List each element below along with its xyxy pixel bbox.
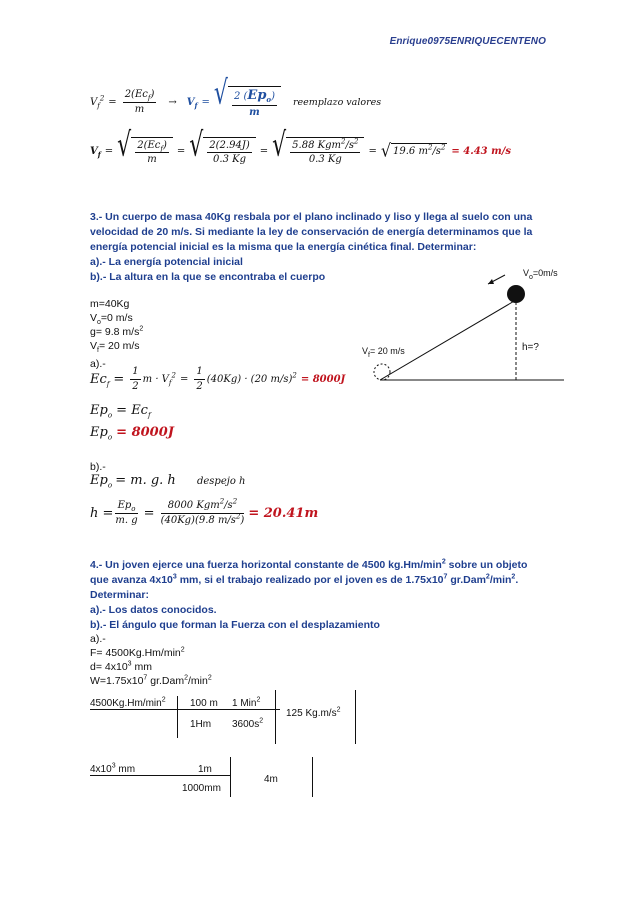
- part-b-label: b).-: [90, 461, 106, 473]
- problem-3-statement: 3.- Un cuerpo de masa 40Kg resbala por el plano inclinado y liso y llega al suelo con una velocidad de 20 m/s. Si mediante la ley de conservación de energía determinamos que la energía potencial inicial es la misma que la energía cinética final. Determinar: a).- La energía potencial inicial b).- La altura en la que se encontraba el cuerpo: [90, 211, 533, 283]
- height-label: h=?: [522, 342, 539, 353]
- vf-squared-symbol: $V_f^2$: [90, 94, 105, 110]
- equation-line-2: $V_f$ = √ $\frac{2(Ec_f)}{m}$ = √ $\frac{2(2.94J)}{0.3 Kg}$ = √ $\frac{5.88 Kgm^2/s^2}{0.3 Kg}$ = √ 19.6 $m^2/s^2$ = 4.43 m/s: [90, 126, 511, 165]
- vo-label: $V_o=0m/s$: [523, 268, 558, 281]
- conv2-meter: 1m: [198, 764, 212, 775]
- arrow-symbol: →: [168, 96, 177, 108]
- problem-4-data: a).- $F= 4500Kg.Hm/\min^2$ $d= 4x10^3$ mm $W=1.75x10^7$ $gr.Dam^2/\min^2$: [90, 633, 212, 687]
- distance-conversion-table: [90, 757, 330, 802]
- conv1-result: 125 $Kg.m/s^2$: [286, 706, 341, 719]
- conv1-min: 1 Min$^2$: [232, 696, 261, 709]
- body-ball-bottom: [374, 364, 390, 380]
- problem-3-data: m=40Kg $V_o=0$ m/s g= 9.8 $m/s^2$ $V_f= 20$ m/s a).-: [90, 298, 144, 370]
- fraction-2ec-over-m: $\frac{2(Ec_f)}{m}$: [124, 89, 155, 115]
- sqrt-19-6: √ 19.6 $m^2/s^2$: [380, 140, 446, 161]
- equals-sign: =: [108, 96, 117, 108]
- vf-result: = 4.43 m/s: [451, 145, 511, 157]
- vf-label: $V_f= 20$ m/s: [362, 346, 405, 359]
- vf-symbol-2: $V_f$: [90, 145, 101, 159]
- replace-values-note: reemplazo valores: [292, 96, 382, 108]
- problem-4-statement: 4.- Un joven ejerce una fuerza horizontal constante de 4500 $kg.Hm/\min^2$ sobre un objeto que avanza $4x10^3$ mm, si el trabajo realizado por el joven es de $1.75x10^7$ $gr.Dam^2/\min^2$. Determinar: a).- Los datos conocidos. b).- El ángulo que forman la Fuerza con el desplazamiento: [90, 558, 528, 631]
- conv1-hm-to-m: 100 m: [190, 698, 218, 709]
- ec-result: = 8000J: [300, 373, 346, 385]
- height-equation: h = $\frac{Ep_o}{m. g}$ = $\frac{8000 Kgm^2/s^2}{(40Kg)(9.8 m/s^2)}$ = 20.41m: [90, 497, 319, 526]
- body-ball-top: [507, 285, 525, 303]
- ep-equals-ec: $Ep_o = Ec_f$: [90, 403, 151, 420]
- inclined-plane-diagram: [340, 262, 570, 387]
- vf-symbol: $V_f$: [186, 96, 198, 110]
- ep-result-line: $Ep_o = 8000J$: [90, 425, 174, 442]
- sqrt-2ep-over-m: √ $\frac{2 (Ep_o)}{m}$: [214, 86, 281, 118]
- sqrt-2ec-over-m: √ $\frac{2(Ec_f)}{m}$: [117, 137, 173, 166]
- conv2-value: $4x10^3$ mm: [90, 762, 136, 775]
- incline-line: [380, 300, 516, 380]
- force-conversion-table: [90, 690, 360, 745]
- author-header: Enrique0975ENRIQUECENTENO: [389, 36, 546, 47]
- conv1-seconds: $3600s^2$: [232, 717, 264, 730]
- kinetic-energy-equation: $Ec_f$ = $\frac{1}{2}$ $m \cdot V_f^2$ = $\frac{1}{2}$ (40Kg) · (20 m/s)$^2$ = 8000J: [90, 366, 346, 392]
- sqrt-5-88-over-0-3kg: √ $\frac{5.88 Kgm^2/s^2}{0.3 Kg}$: [272, 137, 364, 166]
- conv1-value: $4500Kg.Hm/\min^2$: [90, 696, 166, 709]
- conv1-hm: 1Hm: [190, 719, 212, 730]
- ep-mgh-equation: $Ep_o = m$. g. h despejo h: [90, 473, 246, 490]
- height-result: = 20.41m: [248, 505, 319, 521]
- conv2-mm: 1000mm: [182, 783, 221, 794]
- sqrt-2-94j-over-0-3kg: √ $\frac{2(2.94J)}{0.3 Kg}$: [189, 137, 255, 166]
- conv2-result: 4m: [264, 774, 278, 785]
- equation-line-1: $V_f^2$ = $\frac{2(Ec_f)}{m}$ → $V_f$ = √ $\frac{2 (Ep_o)}{m}$ reemplazo valores: [90, 74, 382, 118]
